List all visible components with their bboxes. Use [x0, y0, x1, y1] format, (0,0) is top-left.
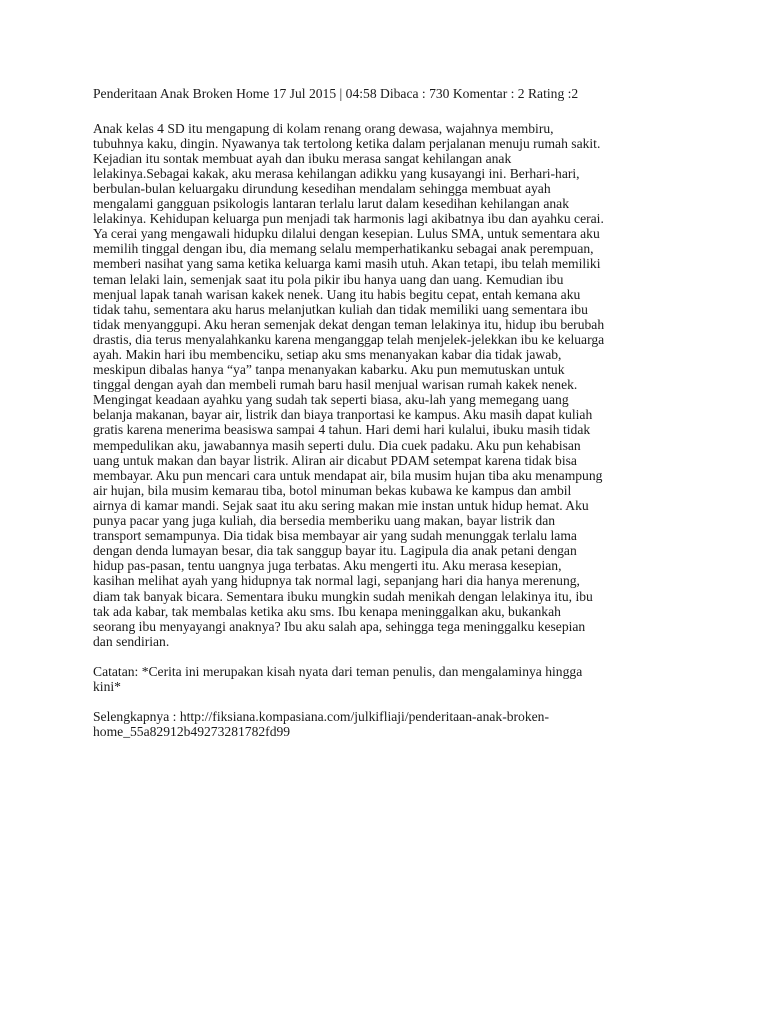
story-line: mempedulikan aku, jawabannya masih seperti dulu. Dia cuek padaku. Aku pun kehabisan: [93, 437, 581, 453]
story-line: belanja makanan, bayar air, listrik dan biaya tranportasi ke kampus. Aku masih dapat kuliah: [93, 407, 593, 423]
story-line: Ya cerai yang mengawali hidupku dilalui dengan kesepian. Lulus SMA, untuk sementara aku: [93, 226, 600, 242]
source-paragraph: [93, 709, 688, 739]
story-line: memberi nasihat yang sama ketika keluarga kami masih utuh. Akan tetapi, ibu telah memiliki: [93, 256, 601, 272]
note-line: kini*: [93, 678, 121, 694]
story-line: lelakinya. Kehidupan keluarga pun menjadi tak harmonis lagi akibatnya ibu dan ayahku cerai.: [93, 211, 604, 227]
note-line: Catatan: *Cerita ini merupakan kisah nyata dari teman penulis, dan mengalaminya hingga: [93, 663, 583, 679]
article-header: Penderitaan Anak Broken Home 17 Jul 2015 | 04:58 Dibaca : 730 Komentar : 2 Rating :2: [93, 86, 579, 101]
story-line: punya pacar yang juga kuliah, dia bersedia memberiku uang makan, bayar listrik dan: [93, 513, 556, 529]
story-line: seorang ibu menyayangi anaknya? Ibu aku salah apa, sehingga tega meninggalku kesepian: [93, 618, 586, 634]
story-line: memilih tinggal dengan ibu, dia memang selalu memperhatikanku sebagai anak perempuan,: [93, 241, 594, 257]
story-line: transport semampunya. Dia tidak bisa membayar air yang sudah menunggak terlalu lama: [93, 528, 577, 544]
paragraph-spacer: [93, 649, 688, 664]
story-line: membayar. Aku pun mencari cara untuk mendapat air, bila musim hujan tiba aku menampung: [93, 467, 603, 483]
story-paragraph: [93, 121, 688, 649]
story-line: hidup pas-pasan, tentu uangnya juga terbatas. Aku mengerti itu. Aku merasa kesepian,: [93, 558, 562, 574]
story-line: Anak kelas 4 SD itu mengapung di kolam renang orang dewasa, wajahnya membiru,: [93, 120, 554, 136]
story-line: tidak tahu, sementara aku harus melanjutkan kuliah dan tidak memiliki uang sementara ibu: [93, 301, 588, 317]
story-line: ayah. Makin hari ibu membenciku, setiap aku sms menanyakan kabar dia tidak jawab,: [93, 347, 562, 362]
document-page: [93, 86, 688, 739]
story-line: dan sendirian.: [93, 633, 170, 649]
story-line: meskipun dibalas hanya “ya” tanpa menanyakan kabarku. Aku pun memutuskan untuk: [93, 362, 565, 378]
story-line: uang untuk makan dan bayar listrik. Aliran air dicabut PDAM setempat karena tidak bisa: [93, 452, 577, 468]
story-line: Kejadian itu sontak membuat ayah dan ibuku merasa sangat kehilangan anak: [93, 150, 512, 166]
story-line: air hujan, bila musim kemarau tiba, botol minuman bekas kubawa ke kampus dan ambil: [93, 482, 572, 498]
story-line: diam tak banyak bicara. Sementara ibuku mungkin sudah menikah dengan lelakinya itu, ibu: [93, 588, 593, 604]
story-line: kasihan melihat ayah yang hidupnya tak normal lagi, sepanjang hari dia hanya merenung,: [93, 573, 580, 589]
source-line: home_55a82912b49273281782fd99: [93, 724, 291, 740]
story-line: teman lelaki lain, semenjak saat itu pola pikir ibu hanya uang dan uang. Kemudian ibu: [93, 271, 564, 287]
story-line: tubuhnya kaku, dingin. Nyawanya tak tertolong ketika dalam perjalanan menuju rumah sakit.: [93, 135, 601, 151]
story-line: Mengingat keadaan ayahku yang sudah tak seperti biasa, aku-lah yang memegang uang: [93, 392, 569, 408]
story-line: menjual lapak tanah warisan kakek nenek. Uang itu habis begitu cepat, entah kemana aku: [93, 286, 581, 302]
story-line: lelakinya.Sebagai kakak, aku merasa kehilangan adikku yang kusayangi ini. Berhari-hari,: [93, 165, 580, 181]
story-line: tak ada kabar, tak membalas ketika aku sms. Ibu kenapa meninggalkan aku, bukankah: [93, 603, 561, 619]
story-line: mengalami gangguan psikologis lantaran terlalu larut dalam kesedihan kehilangan anak: [93, 196, 570, 212]
note-paragraph: [93, 664, 688, 694]
story-line: berbulan-bulan keluargaku dirundung kesedihan mendalam sehingga membuat ayah: [93, 180, 551, 196]
paragraph-spacer: [93, 694, 688, 709]
story-line: gratis karena menerima beasiswa sampai 4 tahun. Hari demi hari kulalui, ibuku masih tidak: [93, 422, 591, 438]
source-line: Selengkapnya : http://fiksiana.kompasiana.com/julkifliaji/penderitaan-anak-broken-: [93, 709, 550, 725]
story-line: drastis, dia terus menyalahkanku karena menganggap telah menjelek-jelekkan ibu ke keluarga: [93, 331, 605, 347]
story-line: tidak menyanggupi. Aku heran semenjak dekat dengan teman lelakinya itu, hidup ibu berubah: [93, 316, 605, 332]
story-line: dengan denda lumayan besar, dia tak sanggup bayar itu. Lagipula dia anak petani dengan: [93, 543, 577, 559]
story-line: tinggal dengan ayah dan membeli rumah baru hasil menjual warisan rumah kakek nenek.: [93, 377, 578, 393]
story-line: airnya di kamar mandi. Sejak saat itu aku sering makan mie instan untuk hidup hemat. Aku: [93, 497, 589, 513]
